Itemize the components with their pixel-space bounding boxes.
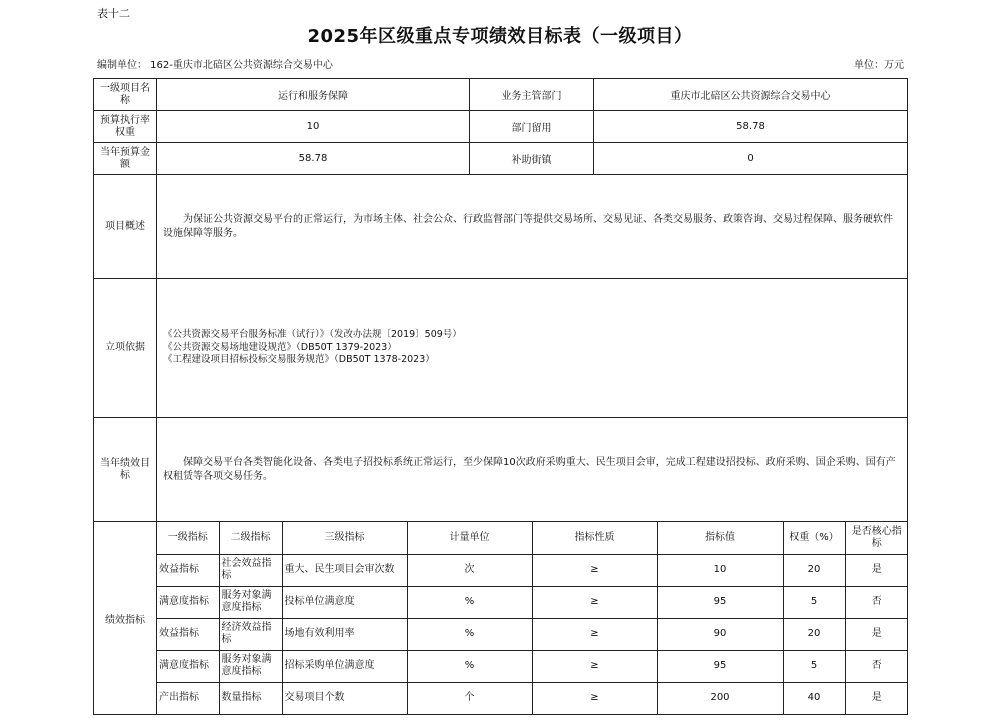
compiler-unit: 编制单位： 162-重庆市北碚区公共资源综合交易中心 xyxy=(97,60,333,71)
budget-label: 当年预算金额 xyxy=(94,143,157,175)
column-header: 二级指标 xyxy=(219,522,282,554)
overview-label: 项目概述 xyxy=(94,175,157,279)
overview-text: 为保证公共资源交易平台的正常运行，为市场主体、社会公众、行政监督部门等提供交易场所、交易见证、各类交易服务、政策咨询、交易过程保障、服务硬软件设施保障等服务。 xyxy=(157,175,908,279)
table-row xyxy=(157,650,908,682)
retained-label: 部门留用 xyxy=(470,111,594,143)
column-header: 是否核心指标 xyxy=(845,522,908,554)
unit-cell: % xyxy=(407,650,532,682)
value-cell: 200 xyxy=(657,682,783,714)
goal-label: 当年绩效目标 xyxy=(94,418,157,522)
column-header: 指标值 xyxy=(657,522,783,554)
nature-cell: ≥ xyxy=(532,554,657,586)
table-row xyxy=(94,143,908,175)
table-row xyxy=(157,618,908,650)
level2-cell: 服务对象满意度指标 xyxy=(219,650,282,682)
level1-cell: 效益指标 xyxy=(157,618,219,650)
level2-cell: 数量指标 xyxy=(219,682,282,714)
table-row xyxy=(94,79,908,111)
value-cell: 10 xyxy=(657,554,783,586)
page-title: 2025年区级重点专项绩效目标表（一级项目） xyxy=(307,26,693,47)
column-header: 权重（%） xyxy=(783,522,845,554)
table-row xyxy=(157,586,908,618)
level3-cell: 招标采购单位满意度 xyxy=(282,650,407,682)
execution-rate-value: 10 xyxy=(157,111,470,143)
level2-cell: 社会效益指标 xyxy=(219,554,282,586)
currency-unit: 单位：万元 xyxy=(854,60,904,71)
unit-cell: % xyxy=(407,618,532,650)
value-cell: 95 xyxy=(657,650,783,682)
weight-cell: 5 xyxy=(783,650,845,682)
basis-text xyxy=(157,279,908,418)
column-header: 计量单位 xyxy=(407,522,532,554)
department-value: 重庆市北碚区公共资源综合交易中心 xyxy=(594,79,908,111)
core-cell: 否 xyxy=(845,650,908,682)
nature-cell: ≥ xyxy=(532,650,657,682)
core-cell: 是 xyxy=(845,618,908,650)
core-cell: 是 xyxy=(845,554,908,586)
level3-cell: 交易项目个数 xyxy=(282,682,407,714)
budget-value: 58.78 xyxy=(157,143,470,175)
indicators-header-row xyxy=(157,522,908,554)
level1-cell: 满意度指标 xyxy=(157,650,219,682)
project-name-label: 一级项目名称 xyxy=(94,79,157,111)
subsidy-value: 0 xyxy=(594,143,908,175)
project-info-table xyxy=(93,78,908,522)
indicators-label: 绩效指标 xyxy=(94,522,157,715)
nature-cell: ≥ xyxy=(532,586,657,618)
level3-cell: 场地有效利用率 xyxy=(282,618,407,650)
nature-cell: ≥ xyxy=(532,618,657,650)
indicators-section xyxy=(93,521,908,715)
level2-cell: 服务对象满意度指标 xyxy=(219,586,282,618)
basis-label: 立项依据 xyxy=(94,279,157,418)
table-row xyxy=(157,554,908,586)
table-row xyxy=(94,175,908,279)
project-name-value: 运行和服务保障 xyxy=(157,79,470,111)
basis-line: 《工程建设项目招标投标交易服务规范》（DB50T 1378-2023） xyxy=(163,354,435,366)
table-row xyxy=(94,279,908,418)
weight-cell: 20 xyxy=(783,618,845,650)
indicators-table xyxy=(157,522,908,714)
column-header: 三级指标 xyxy=(282,522,407,554)
core-cell: 否 xyxy=(845,586,908,618)
core-cell: 是 xyxy=(845,682,908,714)
level1-cell: 满意度指标 xyxy=(157,586,219,618)
basis-line: 《公共资源交易平台服务标准（试行）》（发改办法规〔2019〕509号） xyxy=(163,329,462,341)
weight-cell: 40 xyxy=(783,682,845,714)
level1-cell: 效益指标 xyxy=(157,554,219,586)
unit-cell: 个 xyxy=(407,682,532,714)
value-cell: 95 xyxy=(657,586,783,618)
column-header: 一级指标 xyxy=(157,522,219,554)
table-row xyxy=(94,418,908,522)
level2-cell: 经济效益指标 xyxy=(219,618,282,650)
subsidy-label: 补助街镇 xyxy=(470,143,594,175)
weight-cell: 5 xyxy=(783,586,845,618)
weight-cell: 20 xyxy=(783,554,845,586)
value-cell: 90 xyxy=(657,618,783,650)
table-number: 表十二 xyxy=(97,7,130,20)
level3-cell: 投标单位满意度 xyxy=(282,586,407,618)
execution-rate-label: 预算执行率权重 xyxy=(94,111,157,143)
department-label: 业务主管部门 xyxy=(470,79,594,111)
unit-cell: % xyxy=(407,586,532,618)
table-row xyxy=(94,111,908,143)
level1-cell: 产出指标 xyxy=(157,682,219,714)
table-row xyxy=(157,682,908,714)
unit-cell: 次 xyxy=(407,554,532,586)
goal-text: 保障交易平台各类智能化设备、各类电子招投标系统正常运行，至少保障10次政府采购重大、民生项目会审，完成工程建设招投标、政府采购、国企采购、国有产权租赁等各项交易任务。 xyxy=(157,418,908,522)
retained-value: 58.78 xyxy=(594,111,908,143)
basis-line: 《公共资源交易场地建设规范》（DB50T 1379-2023） xyxy=(163,341,397,353)
nature-cell: ≥ xyxy=(532,682,657,714)
column-header: 指标性质 xyxy=(532,522,657,554)
level3-cell: 重大、民生项目会审次数 xyxy=(282,554,407,586)
